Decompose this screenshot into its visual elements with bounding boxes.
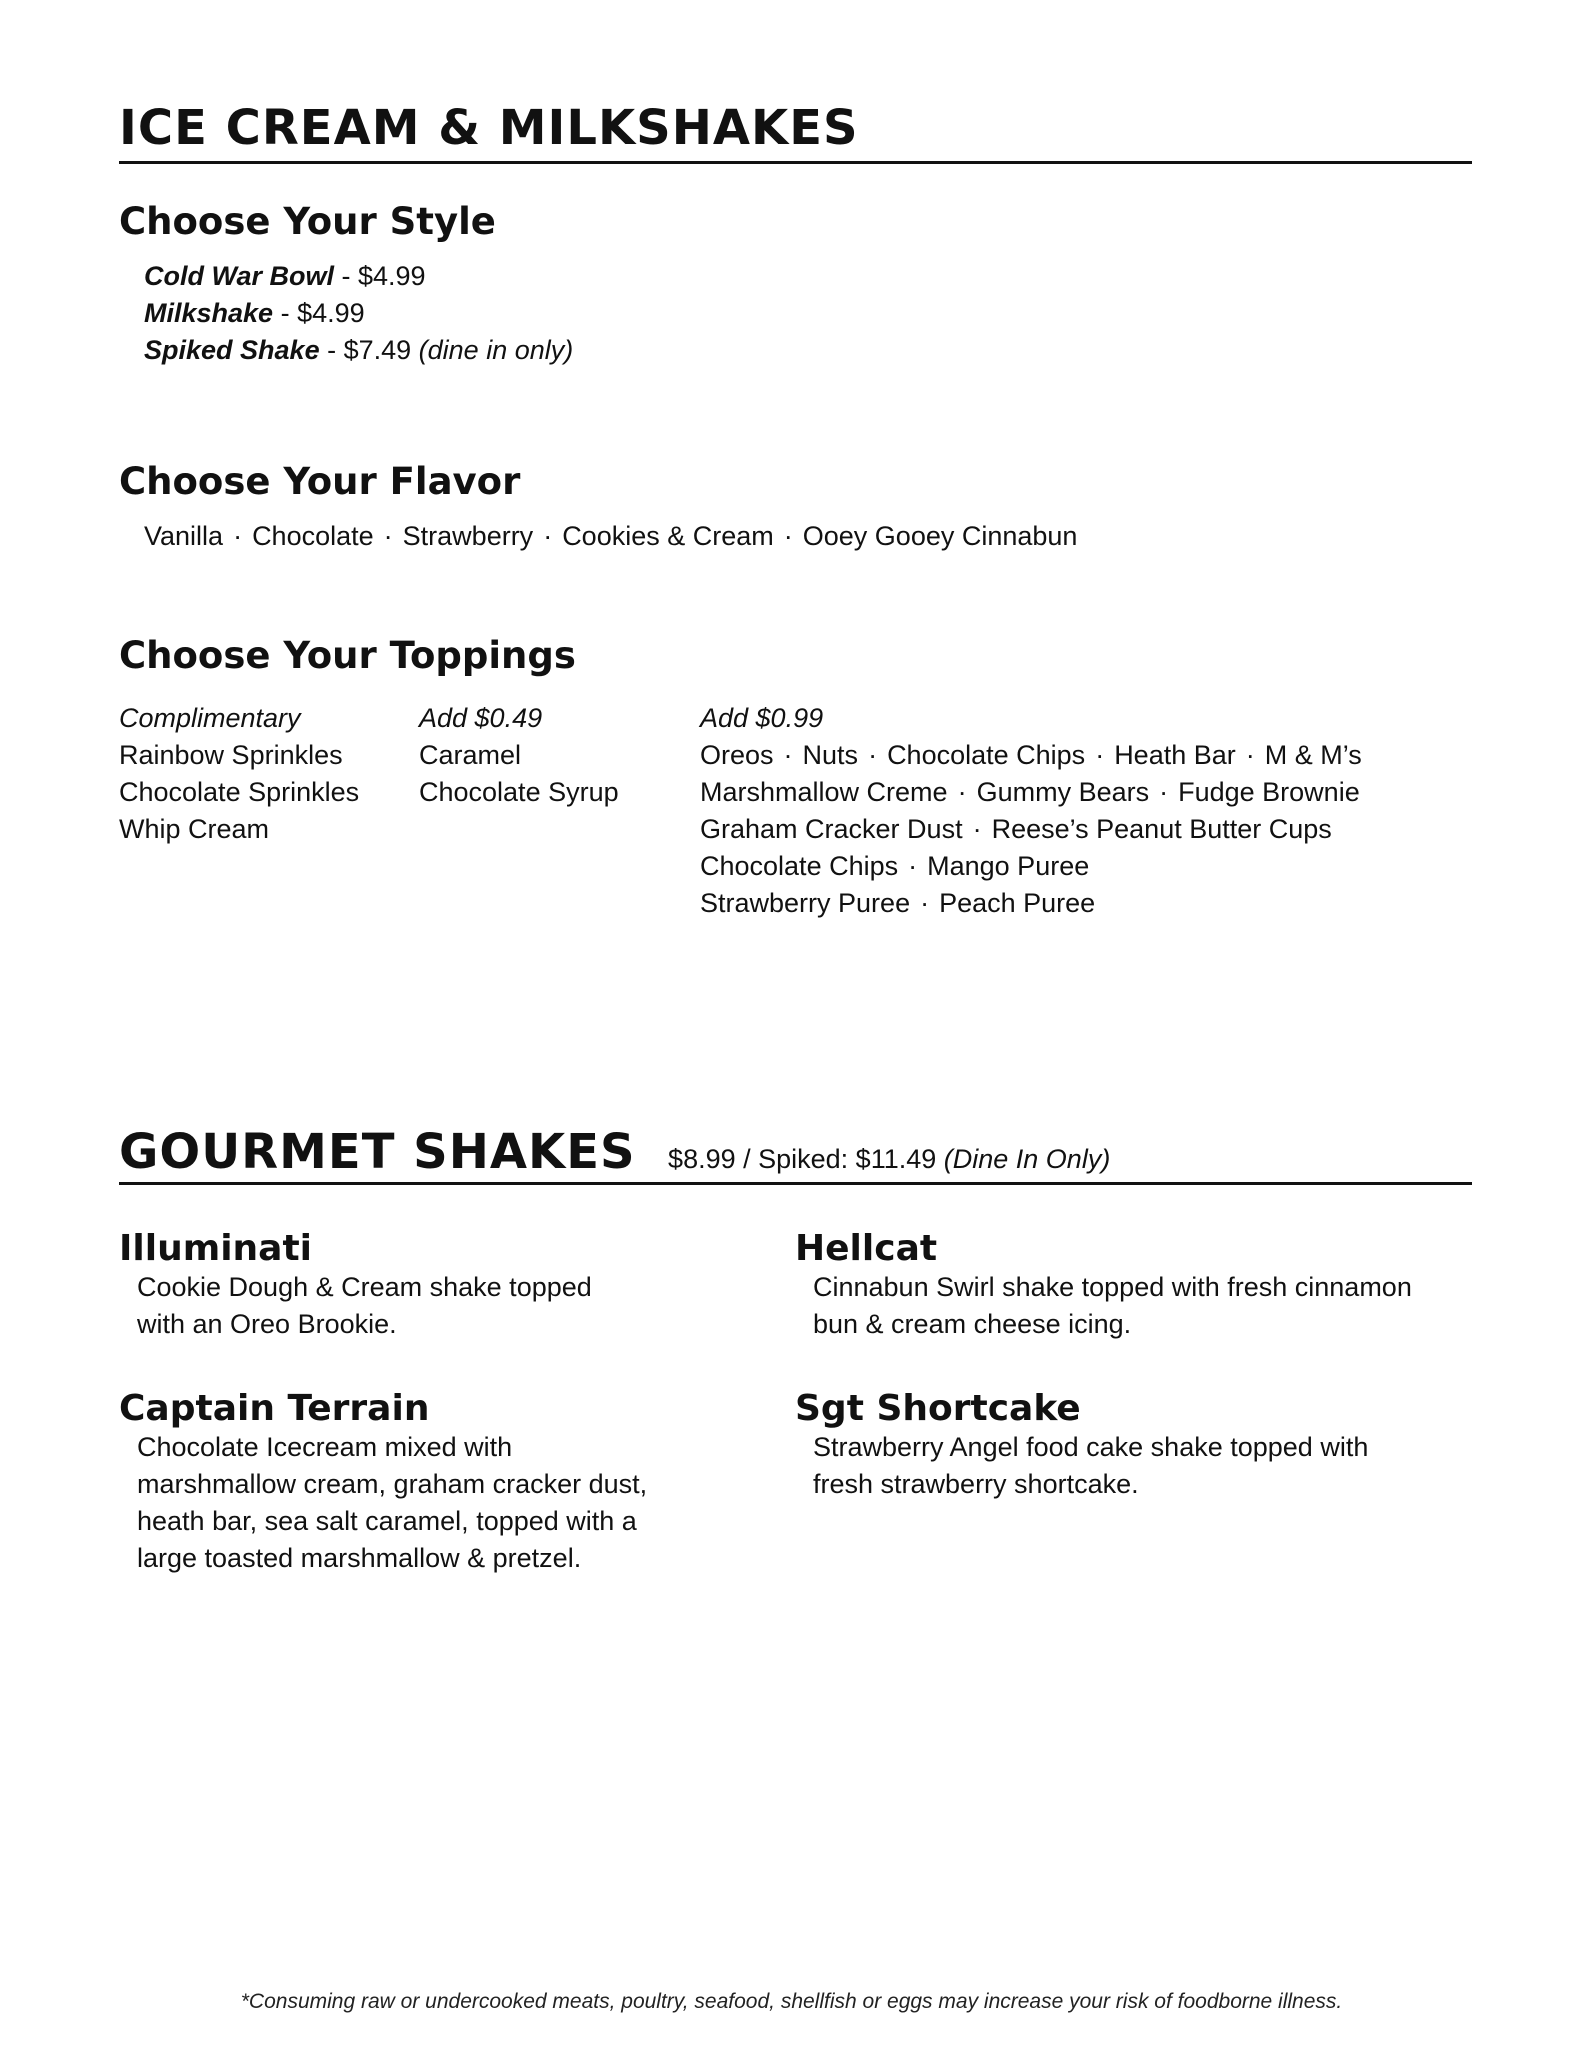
- style-price: - $4.99: [273, 298, 365, 328]
- divider: [119, 161, 1472, 164]
- topping-item: Marshmallow Creme: [700, 777, 948, 807]
- topping-item: Rainbow Sprinkles: [119, 740, 343, 770]
- section-title-gourmet: GOURMET SHAKES: [119, 1124, 636, 1180]
- shake-hellcat: [795, 1228, 1433, 1343]
- flavor-list: Vanilla · Chocolate · Strawberry · Cookies & Cream · Ooey Gooey Cinnabun: [144, 521, 1078, 551]
- style-item: [144, 332, 573, 369]
- topping-item: Mango Puree: [927, 851, 1090, 881]
- shake-name: Illuminati: [119, 1228, 313, 1269]
- shake-name: Hellcat: [795, 1228, 938, 1269]
- gourmet-price: $8.99 / Spiked: $11.49: [668, 1144, 944, 1174]
- heading-choose-flavor: Choose Your Flavor: [119, 460, 521, 503]
- style-note: (dine in only): [418, 335, 574, 365]
- gourmet-header: [119, 1124, 1110, 1180]
- shake-desc: Strawberry Angel food cake shake topped with fresh strawberry shortcake.: [813, 1432, 1369, 1499]
- flavor-item: Cookies & Cream: [562, 521, 774, 551]
- toppings-label: Add $0.49: [419, 703, 543, 733]
- topping-line: Marshmallow Creme · Gummy Bears · Fudge Brownie: [700, 777, 1360, 807]
- flavor-item: Vanilla: [144, 521, 224, 551]
- toppings-complimentary: [119, 700, 359, 848]
- footer-disclaimer: *Consuming raw or undercooked meats, poultry, seafood, shellfish or eggs may increase your risk of foodborne illness.: [240, 1990, 1343, 2013]
- topping-item: Chocolate Chips: [887, 740, 1086, 770]
- topping-item: Chocolate Chips: [700, 851, 899, 881]
- heading-choose-toppings: Choose Your Toppings: [119, 634, 576, 677]
- style-item: [144, 258, 573, 295]
- style-name: Spiked Shake: [144, 335, 320, 365]
- style-name: Cold War Bowl: [144, 261, 335, 291]
- topping-line: Chocolate Chips · Mango Puree: [700, 851, 1090, 881]
- topping-item: Whip Cream: [119, 814, 270, 844]
- topping-item: Graham Cracker Dust: [700, 814, 963, 844]
- toppings-add-049: [419, 700, 619, 811]
- shake-illuminati: [119, 1228, 607, 1343]
- shake-name: Sgt Shortcake: [795, 1388, 1081, 1429]
- shake-name: Captain Terrain: [119, 1388, 430, 1429]
- topping-item: Chocolate Sprinkles: [119, 777, 360, 807]
- section-title-ice-cream: ICE CREAM & MILKSHAKES: [119, 100, 859, 156]
- flavor-item: Strawberry: [402, 521, 534, 551]
- heading-choose-style: Choose Your Style: [119, 200, 496, 243]
- divider: [119, 1182, 1472, 1185]
- shake-desc: Chocolate Icecream mixed with marshmallow cream, graham cracker dust, heath bar, sea salt caramel, topped with a large toasted marshmallow & pretzel.: [137, 1432, 648, 1573]
- toppings-add-099: [700, 700, 1362, 922]
- gourmet-price-note: (Dine In Only): [943, 1144, 1111, 1174]
- flavor-item: Chocolate: [252, 521, 374, 551]
- toppings-label: Complimentary: [119, 703, 301, 733]
- topping-line: Oreos · Nuts · Chocolate Chips · Heath Bar · M & M’s: [700, 740, 1362, 770]
- topping-item: Heath Bar: [1114, 740, 1236, 770]
- topping-line: Graham Cracker Dust · Reese’s Peanut Butter Cups: [700, 814, 1332, 844]
- topping-item: Chocolate Syrup: [419, 777, 619, 807]
- shake-captain-terrain: [119, 1388, 677, 1577]
- style-price: - $4.99: [334, 261, 426, 291]
- topping-item: Peach Puree: [939, 888, 1096, 918]
- flavor-item: Ooey Gooey Cinnabun: [802, 521, 1078, 551]
- topping-item: Fudge Brownie: [1178, 777, 1360, 807]
- style-price: - $7.49: [319, 335, 419, 365]
- style-list: [144, 258, 573, 369]
- topping-item: Gummy Bears: [976, 777, 1150, 807]
- style-name: Milkshake: [144, 298, 274, 328]
- topping-line: Strawberry Puree · Peach Puree: [700, 888, 1096, 918]
- topping-item: Caramel: [419, 740, 522, 770]
- shake-desc: Cinnabun Swirl shake topped with fresh cinnamon bun & cream cheese icing.: [813, 1272, 1412, 1339]
- topping-item: M & M’s: [1264, 740, 1362, 770]
- toppings-label: Add $0.99: [700, 703, 824, 733]
- topping-item: Strawberry Puree: [700, 888, 911, 918]
- topping-item: Oreos: [700, 740, 774, 770]
- shake-desc: Cookie Dough & Cream shake topped with an Oreo Brookie.: [137, 1272, 592, 1339]
- shake-sgt-shortcake: [795, 1388, 1413, 1503]
- style-item: [144, 295, 573, 332]
- topping-item: Nuts: [802, 740, 859, 770]
- topping-item: Reese’s Peanut Butter Cups: [991, 814, 1332, 844]
